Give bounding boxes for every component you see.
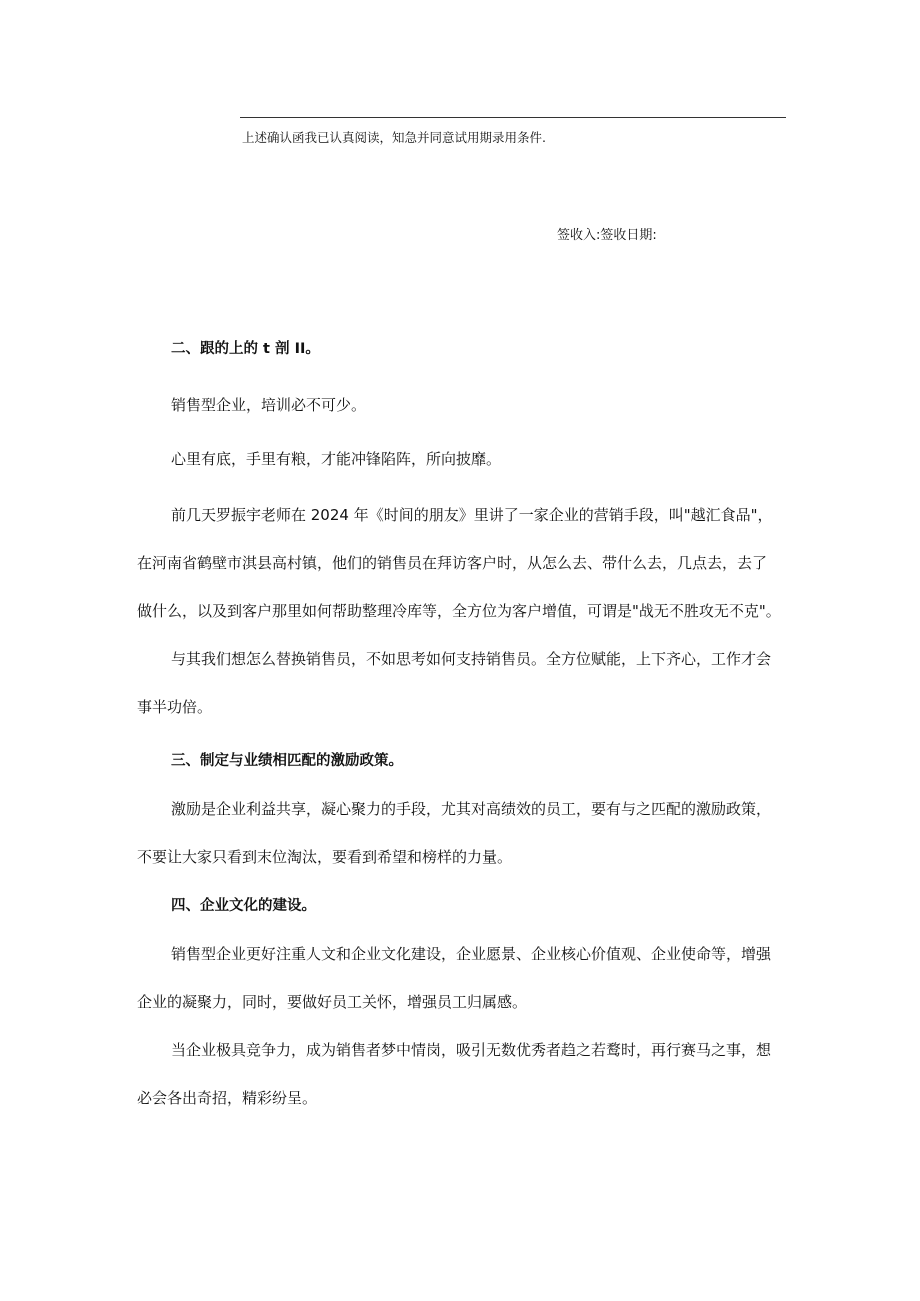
paragraph-line: 当企业极具竞争力，成为销售者梦中情岗，吸引无数优秀者趋之若鹜时，再行赛马之事，想: [171, 1041, 772, 1059]
paragraph-line: 激励是企业利益共享，凝心聚力的手段，尤其对高绩效的员工，要有与之匹配的激励政策，: [171, 800, 772, 818]
paragraph-line: 与其我们想怎么替换销售员，不如思考如何支持销售员。全方位赋能，上下齐心，工作才会: [171, 650, 772, 668]
paragraph-line: 事半功倍。: [137, 698, 213, 716]
paragraph-line: 在河南省鹤壁市淇县高村镇，他们的销售员在拜访客户时，从怎么去、带什么去，几点去，去了: [137, 554, 768, 572]
section-3: [137, 737, 797, 881]
paragraph-line: 销售型企业更好注重人文和企业文化建设，企业愿景、企业核心价值观、企业使命等，增强: [171, 945, 772, 963]
section-3-heading: 三、制定与业绩相匹配的激励政策。: [171, 753, 403, 769]
paragraph-line: 前几天罗振宇老师在 2024 年《时间的朋友》里讲了一家企业的营销手段，叫"越汇食品"，: [171, 506, 773, 524]
paragraph-line: 不要让大家只看到末位淘汰，要看到希望和榜样的力量。: [137, 848, 513, 866]
section-2: [137, 325, 797, 731]
paragraph-line: 心里有底，手里有粮，才能冲锋陷阵，所向披靡。: [171, 450, 502, 468]
paragraph-line: 做什么，以及到客户那里如何帮助整理冷库等，全方位为客户增值，可谓是"战无不胜攻无不克"。: [137, 602, 781, 620]
paragraph-line: 企业的凝聚力，同时，要做好员工关怀，增强员工归属感。: [137, 993, 528, 1011]
confirmation-statement: 上述确认函我已认真阅读，知急并同意试用期录用条件.: [242, 130, 546, 145]
section-4-heading: 四、企业文化的建设。: [171, 898, 316, 914]
signature-line: 签收入:签收日期:: [557, 228, 657, 243]
paragraph-line: 销售型企业，培训必不可少。: [171, 396, 367, 414]
paragraph-line: 必会各出奇招，精彩纷呈。: [137, 1089, 318, 1107]
section-2-heading: 二、跟的上的 t 剖 II。: [171, 341, 320, 357]
top-divider-line: [240, 117, 786, 118]
section-4: [137, 882, 797, 1122]
